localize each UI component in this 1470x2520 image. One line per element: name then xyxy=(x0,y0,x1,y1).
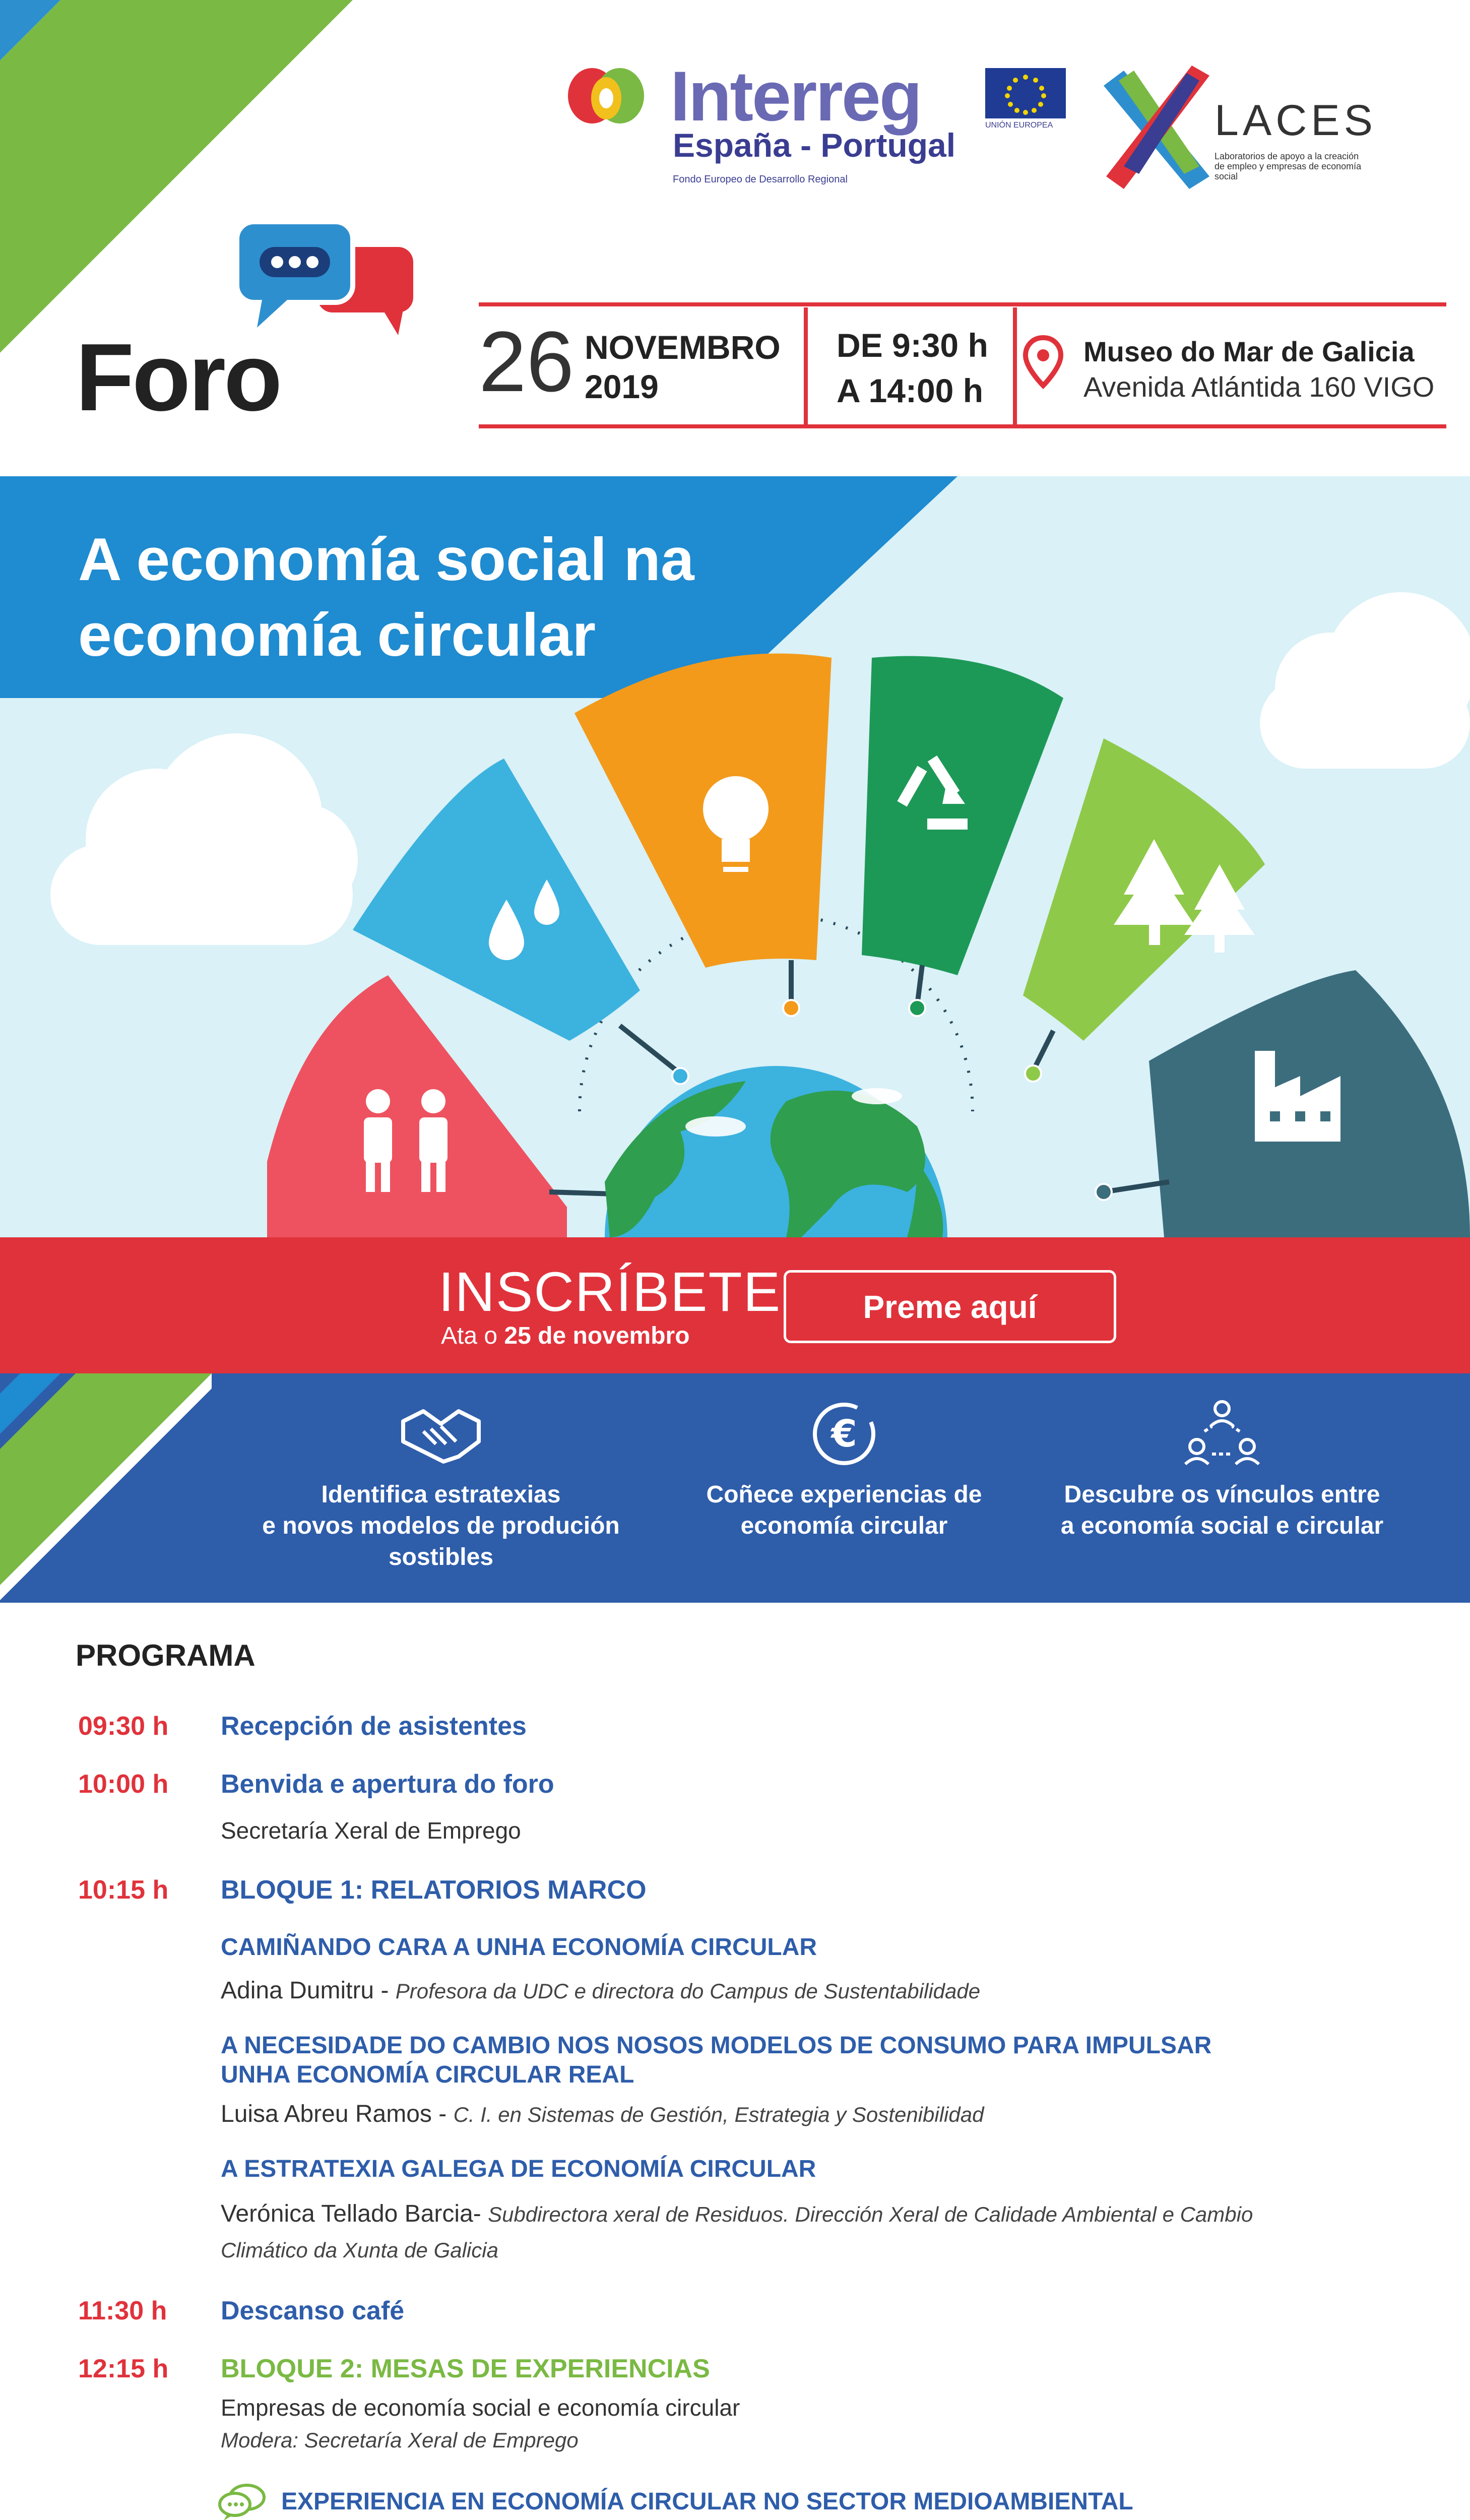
time-slot: 12:15 h xyxy=(78,2354,169,2383)
feature-line: economía circular xyxy=(740,1513,948,1539)
venue-address: Avenida Atlántida 160 VIGO xyxy=(1083,371,1435,403)
feature-line: Identifica estratexias xyxy=(321,1481,561,1508)
programme-detail: Secretaría Xeral de Emprego xyxy=(221,1817,521,1844)
talk-speaker: Adina Dumitru - Profesora da UDC e directora do Campus de Sustentabilidade xyxy=(221,1977,981,2004)
cloud-left xyxy=(50,733,358,945)
cloud-right xyxy=(1260,592,1470,769)
info-separator xyxy=(1013,307,1017,424)
info-bar-top-line xyxy=(479,302,1446,306)
time-slot: 10:15 h xyxy=(78,1875,169,1905)
register-banner xyxy=(0,1237,1470,1373)
hero-title xyxy=(78,522,694,673)
speaker-role: Profesora da UDC e directora do Campus de Sustentabilidade xyxy=(395,1979,981,2003)
speaker-name: Luisa Abreu Ramos xyxy=(221,2101,432,2127)
features-band xyxy=(0,1373,1470,1603)
deadline-prefix: Ata o xyxy=(441,1322,498,1349)
eu-flag-icon xyxy=(985,68,1066,118)
programme-title: PROGRAMA xyxy=(76,1639,255,1672)
feature-line: e novos modelos de produción sostibles xyxy=(262,1513,620,1570)
features-stripes xyxy=(0,1373,212,1603)
speaker-role: Subdirectora xeral de Residuos. Dirección Xeral de Calidade Ambiental e Cambio Climático da Xunta de Galicia xyxy=(221,2202,1253,2262)
hero-banner xyxy=(0,476,1470,1237)
experience-title: EXPERIENCIA EN ECONOMÍA CIRCULAR NO SECTOR MEDIOAMBIENTAL xyxy=(281,2488,1133,2515)
programme-moderator: Modera: Secretaría Xeral de Emprego xyxy=(221,2428,579,2452)
hero-title-line2: economía circular xyxy=(78,601,596,669)
laces-logo-icon xyxy=(1099,66,1215,192)
speaker-role: C. I. en Sistemas de Gestión, Estrategia y Sostenibilidad xyxy=(453,2103,984,2126)
feature-text xyxy=(655,1479,1033,1542)
register-title: INSCRÍBETE xyxy=(438,1261,782,1323)
feature-text xyxy=(252,1479,630,1573)
register-deadline xyxy=(441,1322,690,1350)
feature-line: Descubre os vínculos entre xyxy=(1064,1481,1380,1508)
date-month-year xyxy=(585,328,781,406)
programme-section xyxy=(0,1603,1470,2520)
interreg-logo-icon xyxy=(567,66,648,136)
time-from: DE 9:30 h xyxy=(837,327,988,364)
chat-bubble-icon xyxy=(218,2482,266,2520)
feature-line: a economía social e circular xyxy=(1060,1513,1384,1539)
talk-speaker: Luisa Abreu Ramos - C. I. en Sistemas de Gestión, Estrategia y Sostenibilidad xyxy=(221,2101,984,2127)
feature-line: Coñece experiencias de xyxy=(706,1481,982,1508)
svg-text:€: € xyxy=(831,1412,857,1456)
feature-text xyxy=(1033,1479,1411,1542)
date-month: NOVEMBRO xyxy=(585,329,781,366)
talk-title: A NECESIDADE DO CAMBIO NOS NOSOS MODELOS DE CONSUMO PARA IMPULSAR UNHA ECONOMÍA CIRCULAR REAL xyxy=(221,2032,1212,2088)
event-label: Foro xyxy=(76,324,281,431)
interreg-fund: Fondo Europeo de Desarrollo Regional xyxy=(673,174,848,185)
date-day: 26 xyxy=(479,314,574,410)
talk-speaker: Verónica Tellado Barcia- Subdirectora xeral de Residuos. Dirección Xeral de Calidade Ambiental e Cambio Climático da Xunta de Galicia xyxy=(221,2200,1253,2262)
programme-item: BLOQUE 2: MESAS DE EXPERIENCIAS xyxy=(221,2354,710,2383)
venue-name: Museo do Mar de Galicia xyxy=(1083,336,1415,367)
eu-label: UNIÓN EUROPEA xyxy=(985,121,1053,130)
deadline-date: 25 de novembro xyxy=(504,1322,690,1349)
euro-cycle-icon xyxy=(809,1399,879,1469)
programme-item: BLOQUE 1: RELATORIOS MARCO xyxy=(221,1875,647,1905)
speaker-name: Verónica Tellado Barcia xyxy=(221,2200,473,2227)
date-year: 2019 xyxy=(585,368,659,405)
header xyxy=(0,0,1470,476)
talk-title: A ESTRATEXIA GALEGA DE ECONOMÍA CIRCULAR xyxy=(221,2156,816,2182)
programme-item: Recepción de asistentes xyxy=(221,1712,527,1741)
laces-name: LACES xyxy=(1215,96,1377,145)
time-slot: 10:00 h xyxy=(78,1770,169,1799)
handshake-icon xyxy=(398,1401,484,1467)
programme-item: Benvida e apertura do foro xyxy=(221,1770,554,1799)
event-time xyxy=(837,323,988,413)
time-to: A 14:00 h xyxy=(837,372,984,409)
talk-title: CAMIÑANDO CARA A UNHA ECONOMÍA CIRCULAR xyxy=(221,1934,817,1961)
info-bar-bottom-line xyxy=(479,424,1446,428)
laces-tagline: Laboratorios de apoyo a la creación de empleo y empresas de economía social xyxy=(1215,151,1362,181)
programme-detail: Empresas de economía social e economía circular xyxy=(221,2395,740,2421)
register-button[interactable]: Preme aquí xyxy=(784,1270,1116,1343)
speaker-name: Adina Dumitru xyxy=(221,1977,374,2004)
interreg-region: España - Portugal xyxy=(673,127,956,164)
time-slot: 09:30 h xyxy=(78,1712,169,1741)
location-pin-icon xyxy=(1023,335,1063,391)
programme-item: Descanso café xyxy=(221,2296,405,2325)
info-separator xyxy=(804,307,808,424)
network-people-icon xyxy=(1184,1396,1260,1472)
interreg-name: Interreg xyxy=(670,56,921,136)
hero-title-line1: A economía social na xyxy=(78,526,694,593)
time-slot: 11:30 h xyxy=(78,2296,167,2325)
